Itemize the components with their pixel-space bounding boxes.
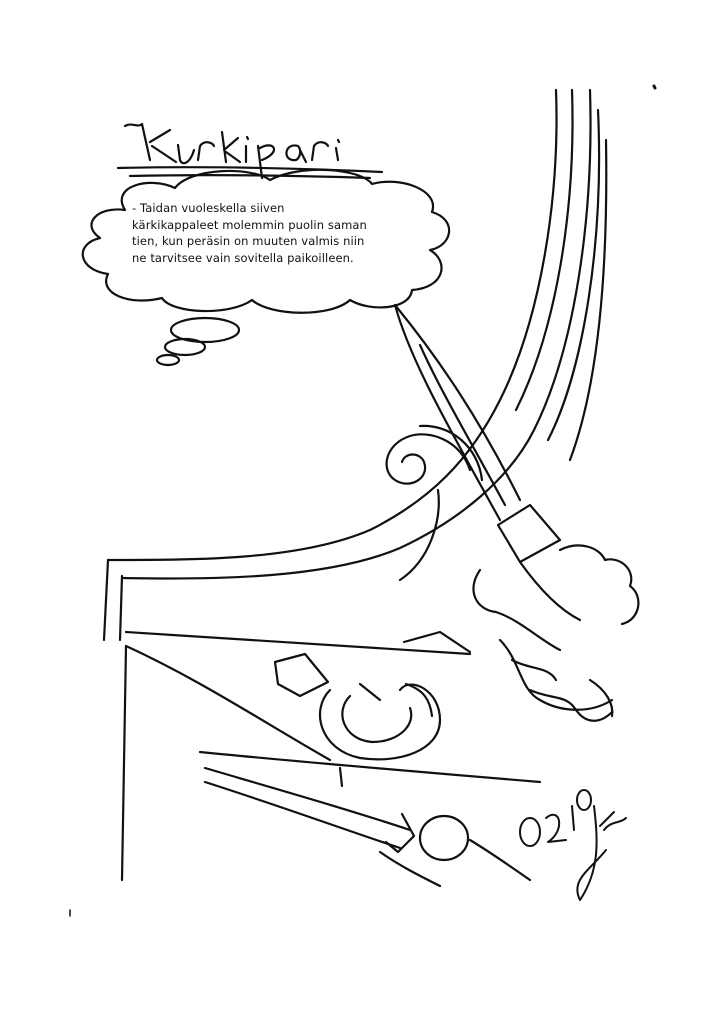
dowel-rod: [205, 768, 530, 886]
wood-board: [104, 560, 540, 880]
speech-line: ne tarvitsee vain sovitella paikoilleen.: [132, 250, 354, 265]
signature-mark: [520, 790, 626, 900]
carving-knife: [395, 305, 580, 620]
hand: [473, 545, 638, 720]
page-mark: [654, 86, 655, 88]
carved-scroll-piece: [320, 684, 440, 759]
speech-line: kärkikappaleet molemmin puolin saman: [132, 217, 367, 232]
speech-line: - Taidan vuoleskella siiven: [132, 201, 285, 215]
scroll-curl: [387, 426, 482, 580]
title-lettering: [118, 124, 382, 178]
thought-bubble-text: [132, 200, 422, 266]
speech-line: tien, kun peräsin on muuten valmis niin: [132, 234, 365, 248]
